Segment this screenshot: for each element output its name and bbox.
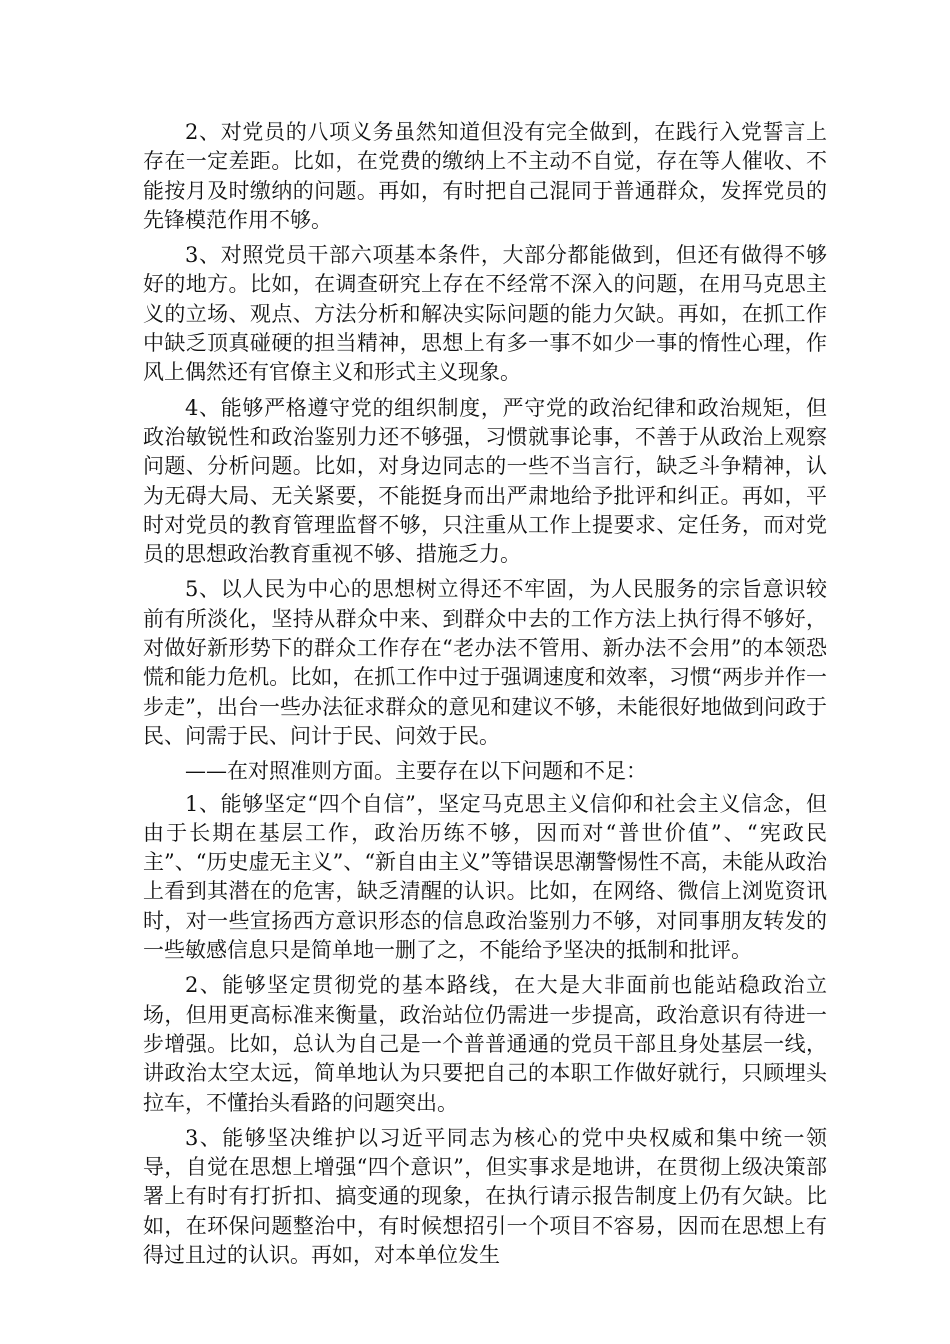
section-heading-guidelines: ——在对照准则方面。主要存在以下问题和不足： [185, 759, 647, 784]
paragraph-people-centered: 5、以人民为中心的思想树立得还不牢固，为人民服务的宗旨意识较前有所淡化，坚持从群众中来、到群众中去的工作方法上执行得不够好，对做好新形势下的群众工作存在“老办法不管用、新办法不会用”的本领恐慌和能力危机。比如，在抓工作中过于强调速度和效率，习惯“两步并作一步走”，出台一些办法征求群众的意见和建议不够，未能很好地做到问政于民、问需于民、问计于民、问效于民。 [143, 577, 827, 748]
paragraph-basic-line: 2、能够坚定贯彻党的基本路线，在大是大非面前也能站稳政治立场，但用更高标准来衡量，政治站位仍需进一步提高，政治意识有待进一步增强。比如，总认为自己是一个普普通通的党员干部且身处基层一线，讲政治太空太远，简单地认为只要把自己的本职工作做好就行，只顾埋头拉车，不懂抬头看路的问题突出。 [143, 973, 827, 1115]
paragraph-central-authority: 3、能够坚决维护以习近平同志为核心的党中央权威和集中统一领导，自觉在思想上增强“四个意识”，但实事求是地讲，在贯彻上级决策部署上有时有打折扣、搞变通的现象，在执行请示报告制度上仍有欠缺。比如，在环保问题整治中，有时候想招引一个项目不容易，因而在思想上有得过且过的认识。再如，对本单位发生 [143, 1125, 827, 1267]
paragraph-four-confidences: 1、能够坚定“四个自信”，坚定马克思主义信仰和社会主义信念，但由于长期在基层工作，政治历练不够，因而对“普世价值”、“宪政民主”、“历史虚无主义”、“新自由主义”等错误思潮警惕性不高，未能从政治上看到其潜在的危害，缺乏清醒的认识。比如，在网络、微信上浏览资讯时，对一些宣扬西方意识形态的信息政治鉴别力不够，对同事朋友转发的一些敏感信息只是简单地一删了之，不能给予坚决的抵制和批评。 [143, 791, 827, 963]
paragraph-organizational-discipline: 4、能够严格遵守党的组织制度，严守党的政治纪律和政治规矩，但政治敏锐性和政治鉴别力还不够强，习惯就事论事，不善于从政治上观察问题、分析问题。比如，对身边同志的一些不当言行，缺乏斗争精神，认为无碍大局、无关紧要，不能挺身而出严肃地给予批评和纠正。再如，平时对党员的教育管理监督不够，只注重从工作上提要求、定任务，而对党员的思想政治教育重视不够、措施乏力。 [143, 395, 827, 567]
paragraph-cadre-conditions: 3、对照党员干部六项基本条件，大部分都能做到，但还有做得不够好的地方。比如，在调查研究上存在不经常不深入的问题，在用马克思主义的立场、观点、方法分析和解决实际问题的能力欠缺。再如，在抓工作中缺乏顶真碰硬的担当精神，思想上有多一事不如少一事的惰性心理，作风上偶然还有官僚主义和形式主义现象。 [143, 243, 827, 385]
document-page [143, 118, 827, 1276]
paragraph-member-obligations: 2、对党员的八项义务虽然知道但没有完全做到，在践行入党誓言上存在一定差距。比如，在党费的缴纳上不主动不自觉，存在等人催收、不能按月及时缴纳的问题。再如，有时把自己混同于普通群众，发挥党员的先锋模范作用不够。 [143, 120, 827, 232]
